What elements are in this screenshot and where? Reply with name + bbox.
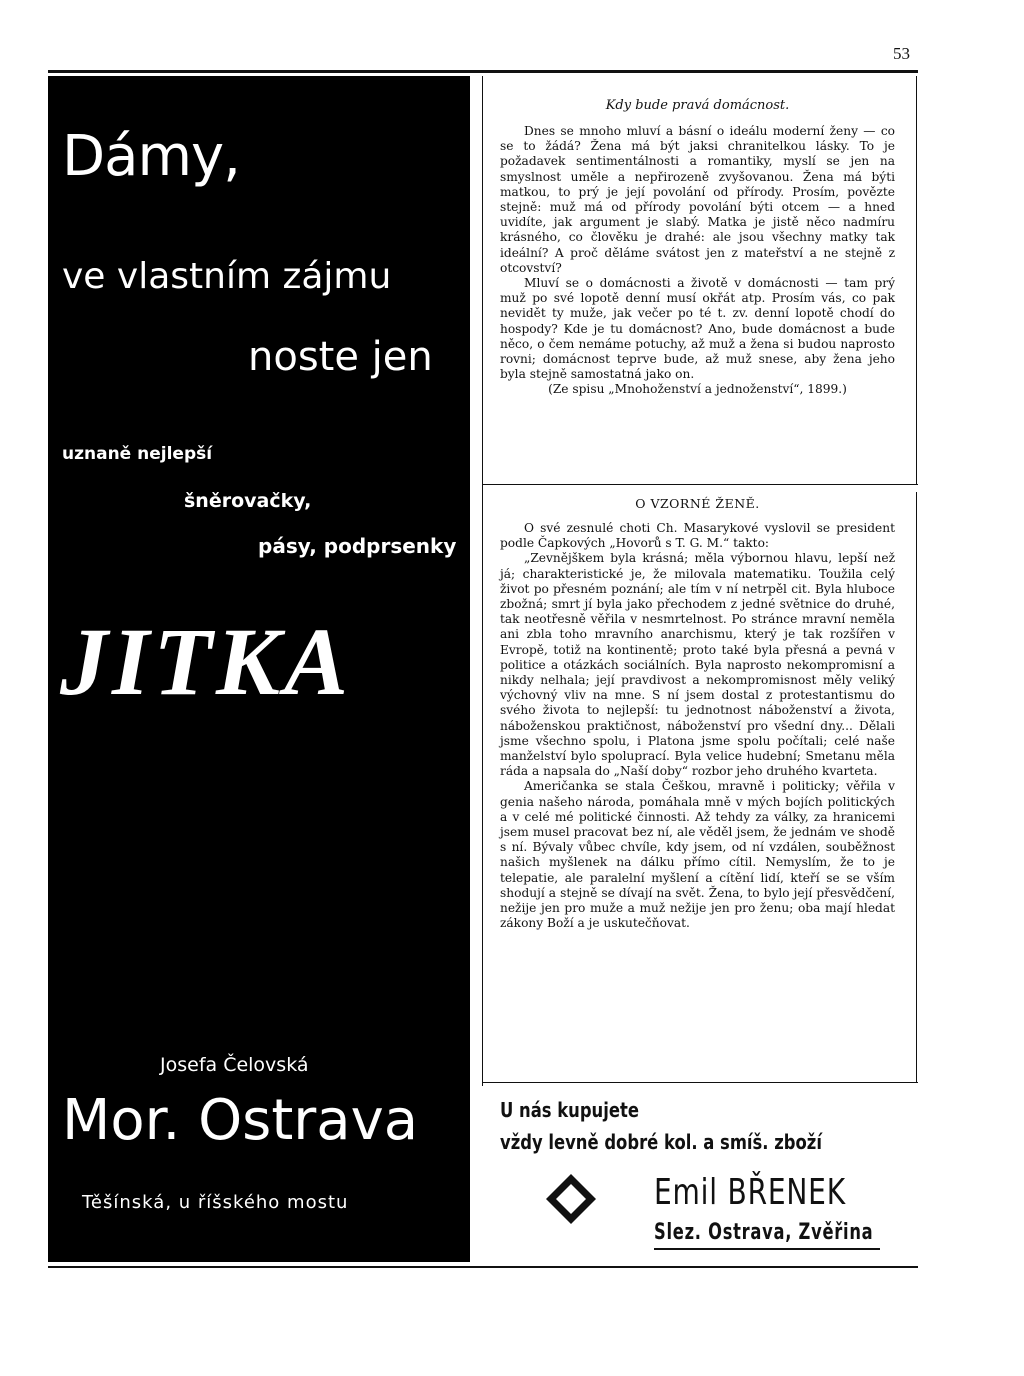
article-paragraph: O své zesnulé choti Ch. Masarykové vyslovil se president podle Čapkových „Hovorů s T. G. M.“ takto: [500,521,895,551]
page-number: 53 [893,44,910,63]
ad-subline-3: uznaně nejlepší [62,444,213,464]
shop-slogan-1: U nás kupujete [500,1098,639,1122]
shop-advertisement [484,1088,914,1258]
ad-headline: Dámy, [62,124,240,189]
ad-subline-1: ve vlastním zájmu [62,256,392,297]
ad-product-2: pásy, podprsenky [258,534,457,558]
article-title: Kdy bude pravá domácnost. [605,98,790,113]
article-body [500,124,895,398]
article-paragraph: Američanka se stala Češkou, mravně i politicky; věřila v genia našeho národa, pomáhala mně v mých bojích politických a v celé mé politické činnosti. Až tehdy za války, za hranicemi jsem musel pracovat bez ní, ale věděl jsem, že jednám ve shodě s ní. Bývaly vůbec chvíle, kdy jsem, od ní vzdálen, souběžnost našich myšlenek na dálku přímo cítil. Nemyslím, že to je telepatie, ale paralelní myšlení a cítění lidí, kteří se se vším shodují a stejně se dívají na svět. Žena, to bylo její přesvědčení, nežije jen pro muže a muž nežije jen pro ženu; oba mají hledat zákony Boží a je uskutečňovat. [500,779,895,931]
section-rule [482,484,918,485]
shop-slogan-2: vždy levně dobré kol. a smíš. zboží [500,1130,822,1154]
ad-product-1: šněrovačky, [184,490,312,512]
article-citation: (Ze spisu „Mnohoženství a jednoženství“, 1899.) [548,382,847,397]
article-paragraph: Mluví se o domácnosti a životě v domácnosti — tam prý muž po své lopotě denní musí okřát atp. Prosím vás, co pak nevidět ty muže, jak večer po té t. zv. denní lopotě chodí do hospody? Kde je tu domácnost? Ano, bude domácnost a bude něco, o čem nemáme potuchy, až muž a žena si budou naprosto rovni; domácnost teprve bude, až muž snese, aby žena jeho byla stejně samostatná jako on. [500,276,895,382]
article-title: O VZORNÉ ŽENĚ. [635,496,760,511]
underline-rule [654,1248,880,1250]
ad-brand: JITKA [60,608,353,715]
article-paragraph: „Zevnějškem byla krásná; měla výbornou hlavu, lepší než já; charakteristické je, že milovala matematiku. Toužila celý život po přesném poznání; ale tím v ní netrpěl cit. Byla hluboce zbožná; smrt jí byla jako přechodem z jedné světnice do druhé, tak neotřesně věřila v nesmrtelnost. Po stránce mravní neměla ani zbla toho mravního anarchismu, který je tak rozšířen v Evropě, totiž na kontinentě; proto také byla přesná a pevná v politice a otázkách sociálních. Byla naprosto nekompromisní a nikdy nelhala; její pravdivost a nekompromisnost měly veliký výchovný vliv na mne. S ní jsem dostal z protestantismu do svého života to nejlepší: tu jednotnost náboženství a života, náboženskou praktičnost, náboženství pro všední dny... Dělali jsme všechno spolu, i Platona jsme spolu počítali; celé naše manželství bylo spoluprací. Byla velice hudební; Smetanu měla ráda a napsala do „Naší doby“ rozbor jeho druhého kvarteta. [500,551,895,779]
corset-advertisement [48,76,470,1262]
column-rule [482,496,483,1086]
column-rule [916,76,917,484]
ad-address: Těšínská, u říšského mostu [82,1192,349,1213]
ad-subline-2: noste jen [248,334,433,380]
section-rule [482,1082,918,1083]
column-rule [482,76,483,496]
article-body [500,521,895,931]
top-rule [48,70,918,73]
bottom-rule [48,1266,918,1268]
ad-city: Mor. Ostrava [62,1088,419,1153]
shop-location: Slez. Ostrava, Zvěřina [654,1220,874,1245]
diamond-logo-icon [546,1174,596,1224]
shop-owner-name: Emil BŘENEK [654,1172,846,1213]
column-rule [916,492,917,1082]
article-paragraph: Dnes se mnoho mluví a básní o ideálu moderní ženy — co se to žádá? Žena má být jaksi chranitelkou lásky. To je požadavek sentimentálnosti a romantiky, myslí se jen na smyslnost uměle a nepřirozeně zvyšovanou. Žena má býti matkou, to prý je její povolání od přírody. Prosím, povězte stejně: muž má od přírody povolání býti otcem — a hned uvidíte, jak argument je slabý. Matka je jistě něco nadmíru krásného, co člověku je drahé: ale jsou všechny matky tak ideální? A proč děláme svátost jen z mateřství a ne stejně z otcovství? [500,124,895,275]
ad-owner: Josefa Čelovská [160,1054,309,1076]
